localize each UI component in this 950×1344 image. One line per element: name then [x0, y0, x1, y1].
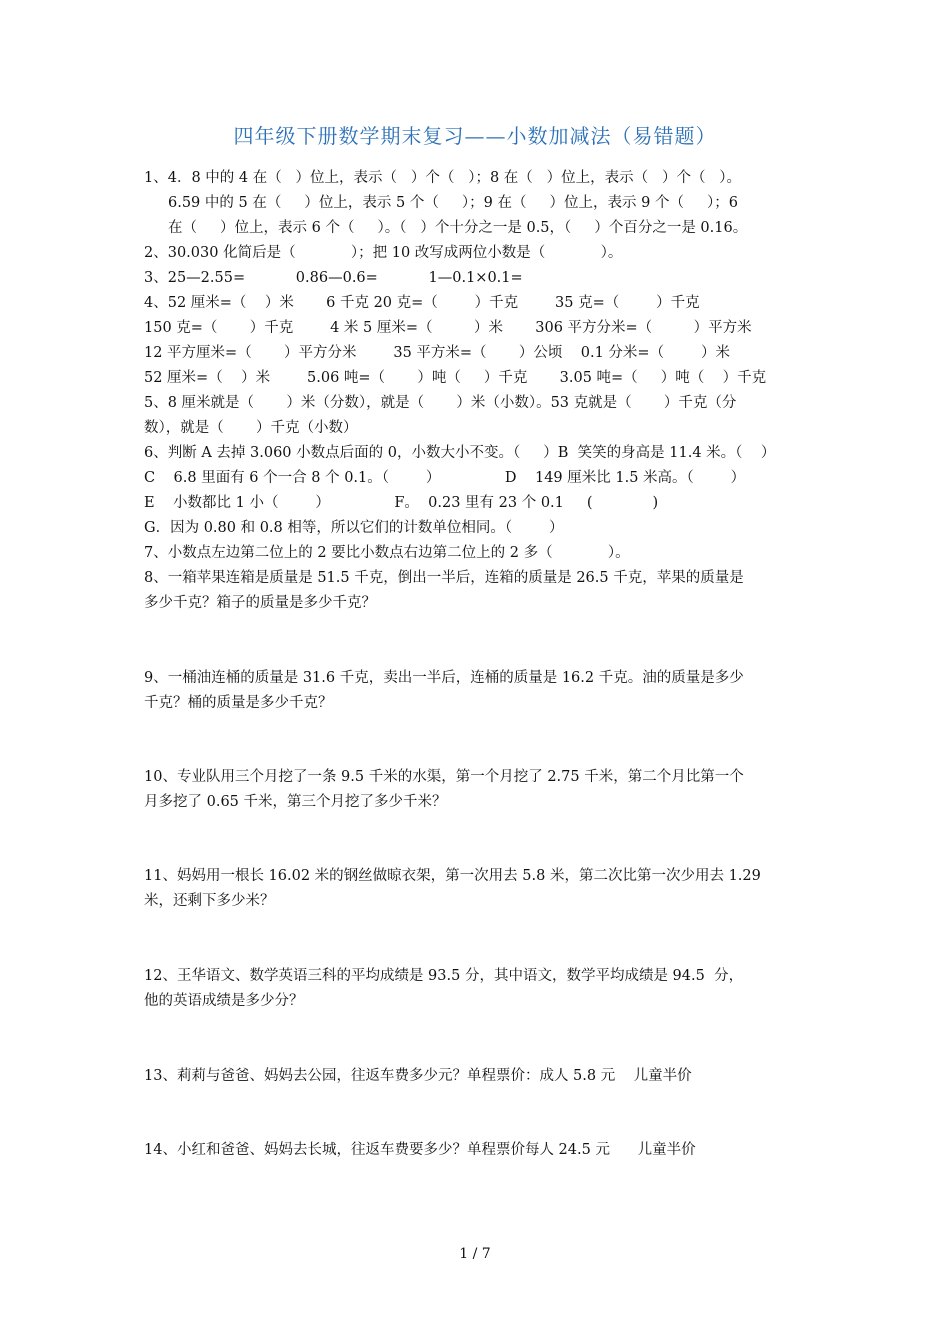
- text-line: 11、妈妈用一根长 16.02 米的钢丝做晾衣架，第一次用去 5.8 米，第二次比第一次少用去 1.29: [144, 868, 761, 884]
- text-line: 6、判断 A 去掉 3.060 小数点后面的 0，小数大小不变。（ ）B 笑笑的身高是 11.4 米。（ ）: [144, 445, 776, 461]
- text-line: G．因为 0.80 和 0.8 相等，所以它们的计数单位相同。（ ）: [144, 520, 564, 536]
- text-line: 7、小数点左边第二位上的 2 要比小数点右边第二位上的 2 多（ ）。: [144, 545, 630, 561]
- text-line: 米，还剩下多少米？: [144, 893, 275, 909]
- text-line: 月多挖了 0.65 千米，第三个月挖了多少千米？: [144, 794, 447, 810]
- text-line: 他的英语成绩是多少分？: [144, 993, 304, 1009]
- text-line: E 小数都比 1 小（ ） F。 0.23 里有 23 个 0.1 ( ): [144, 495, 659, 511]
- text-line: 13、莉莉与爸爸、妈妈去公园，往返车费多少元？单程票价：成人 5.8 元 儿童半价: [144, 1068, 692, 1084]
- page-number: 1 / 7: [459, 1246, 491, 1262]
- text-line: 12 平方厘米=（ ）平方分米 35 平方米=（ ）公顷 0.1 分米=（ ）米: [144, 345, 730, 361]
- text-line: 多少千克？箱子的质量是多少千克？: [144, 595, 376, 611]
- text-line: 千克？桶的质量是多少千克？: [144, 695, 333, 711]
- text-line: 5、8 厘米就是（ ）米（分数），就是（ ）米（小数）。53 克就是（ ）千克（分: [144, 395, 737, 411]
- text-line: 14、小红和爸爸、妈妈去长城，往返车费要多少？单程票价每人 24.5 元 儿童半价: [144, 1142, 696, 1158]
- document-title: 四年级下册数学期末复习——小数加减法（易错题）: [233, 124, 717, 148]
- text-line: 3、25—2.55= 0.86—0.6= 1—0.1×0.1=: [144, 270, 523, 286]
- text-line: 数），就是（ ）千克（小数）: [144, 420, 358, 436]
- text-line: C 6.8 里面有 6 个一合 8 个 0.1。（ ） D 149 厘米比 1.5 米高。（ ）: [144, 470, 746, 486]
- text-line: 在（ ）位上，表示 6 个（ ）。（ ）个十分之一是 0.5，（ ）个百分之一是 0.16。: [168, 220, 748, 236]
- text-line: 12、王华语文、数学英语三科的平均成绩是 93.5 分，其中语文，数学平均成绩是 94.5 分，: [144, 968, 744, 984]
- text-line: 150 克=（ ）千克 4 米 5 厘米=（ ）米 306 平方分米=（ ）平方米: [144, 320, 752, 336]
- text-line: 10、专业队用三个月挖了一条 9.5 千米的水渠，第一个月挖了 2.75 千米，第二个月比第一个: [144, 769, 744, 785]
- text-line: 8、一箱苹果连箱是质量是 51.5 千克，倒出一半后，连箱的质量是 26.5 千克，苹果的质量是: [144, 570, 744, 586]
- text-line: 4、52 厘米=（ ）米 6 千克 20 克=（ ）千克 35 克=（ ）千克: [144, 295, 700, 311]
- text-line: 52 厘米=（ ）米 5.06 吨=（ ）吨（ ）千克 3.05 吨=（ ）吨（ ）千克: [144, 370, 767, 386]
- text-line: 1、4．8 中的 4 在（ ）位上，表示（ ）个（ ）；8 在（ ）位上，表示（ ）个（ ）。: [144, 170, 742, 186]
- text-line: 2、30.030 化简后是（ ）；把 10 改写成两位小数是（ ）。: [144, 245, 623, 261]
- text-line: 6.59 中的 5 在（ ）位上，表示 5 个（ ）；9 在（ ）位上，表示 9 个（ ）；6: [168, 195, 738, 211]
- text-line: 9、一桶油连桶的质量是 31.6 千克，卖出一半后，连桶的质量是 16.2 千克。油的质量是多少: [144, 670, 744, 686]
